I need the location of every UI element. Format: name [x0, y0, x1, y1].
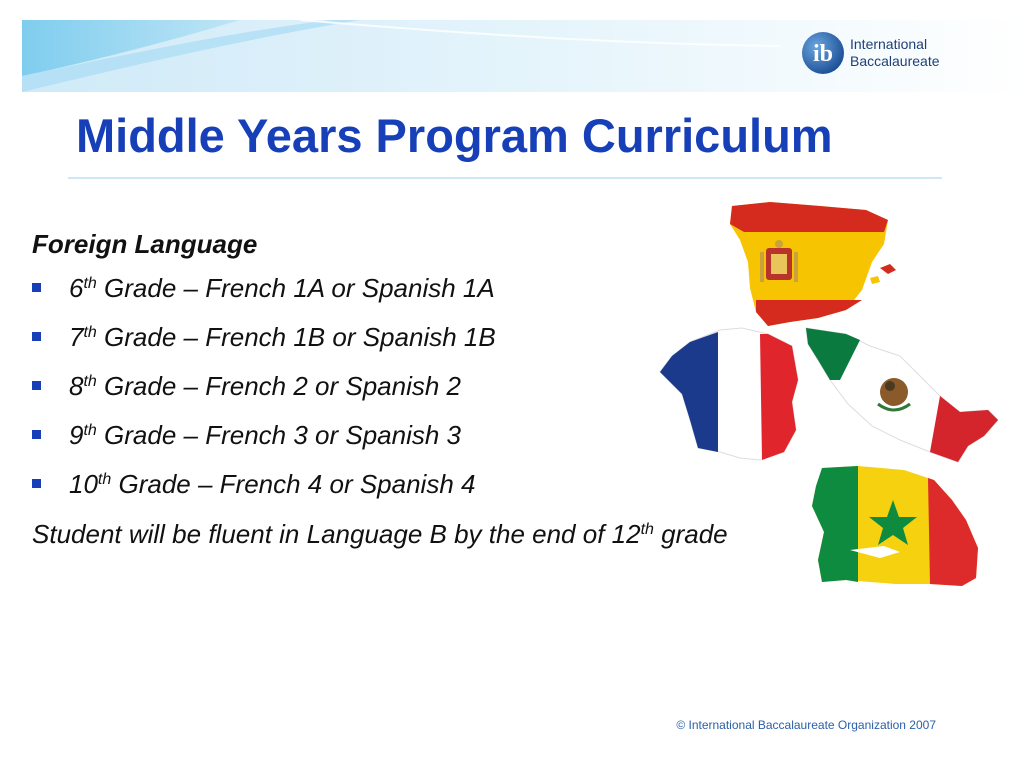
grade-ordinal: th [83, 373, 97, 390]
grade-ordinal: th [83, 422, 97, 439]
grade-list [32, 270, 852, 515]
bullet-square-icon [32, 479, 41, 488]
grade-number: 8 [69, 371, 84, 401]
ib-mark: ib [812, 41, 834, 67]
grade-ordinal: th [83, 324, 97, 341]
fluency-text: Student will be fluent in Language B by the end of 12 [32, 519, 641, 549]
grade-item-10 [32, 466, 852, 515]
copyright-footer: © International Baccalaureate Organization 2007 [676, 718, 936, 732]
fluency-text-end: grade [653, 519, 728, 549]
grade-text: Grade – French 3 or Spanish 3 [96, 420, 462, 450]
grade-number: 7 [69, 322, 84, 352]
grade-number: 6 [69, 273, 84, 303]
logo-line-international: International [850, 36, 928, 52]
grade-ordinal: th [83, 275, 97, 292]
grade-item-9 [32, 417, 852, 466]
ib-globe-icon [800, 30, 846, 76]
grade-number: 10 [69, 469, 98, 499]
page-title: Middle Years Program Curriculum [76, 109, 833, 162]
bullet-square-icon [32, 381, 41, 390]
grade-item-7 [32, 319, 852, 368]
grade-text: Grade – French 4 or Spanish 4 [111, 469, 476, 499]
slide-body [32, 226, 852, 553]
grade-ordinal: th [97, 471, 112, 488]
grade-item-6 [32, 270, 852, 319]
ib-logo [800, 30, 960, 80]
fluency-ordinal: th [640, 521, 654, 538]
fluency-statement [32, 515, 858, 553]
bullet-square-icon [32, 283, 41, 292]
bullet-square-icon [32, 430, 41, 439]
logo-line-baccalaureate: Baccalaureate [850, 53, 940, 69]
grade-text: Grade – French 1B or Spanish 1B [96, 322, 496, 352]
title-divider [68, 177, 942, 179]
grade-item-8 [32, 368, 852, 417]
grade-number: 9 [69, 420, 84, 450]
bullet-square-icon [32, 332, 41, 341]
section-heading: Foreign Language [32, 229, 258, 259]
grade-text: Grade – French 2 or Spanish 2 [96, 371, 462, 401]
grade-text: Grade – French 1A or Spanish 1A [96, 273, 495, 303]
